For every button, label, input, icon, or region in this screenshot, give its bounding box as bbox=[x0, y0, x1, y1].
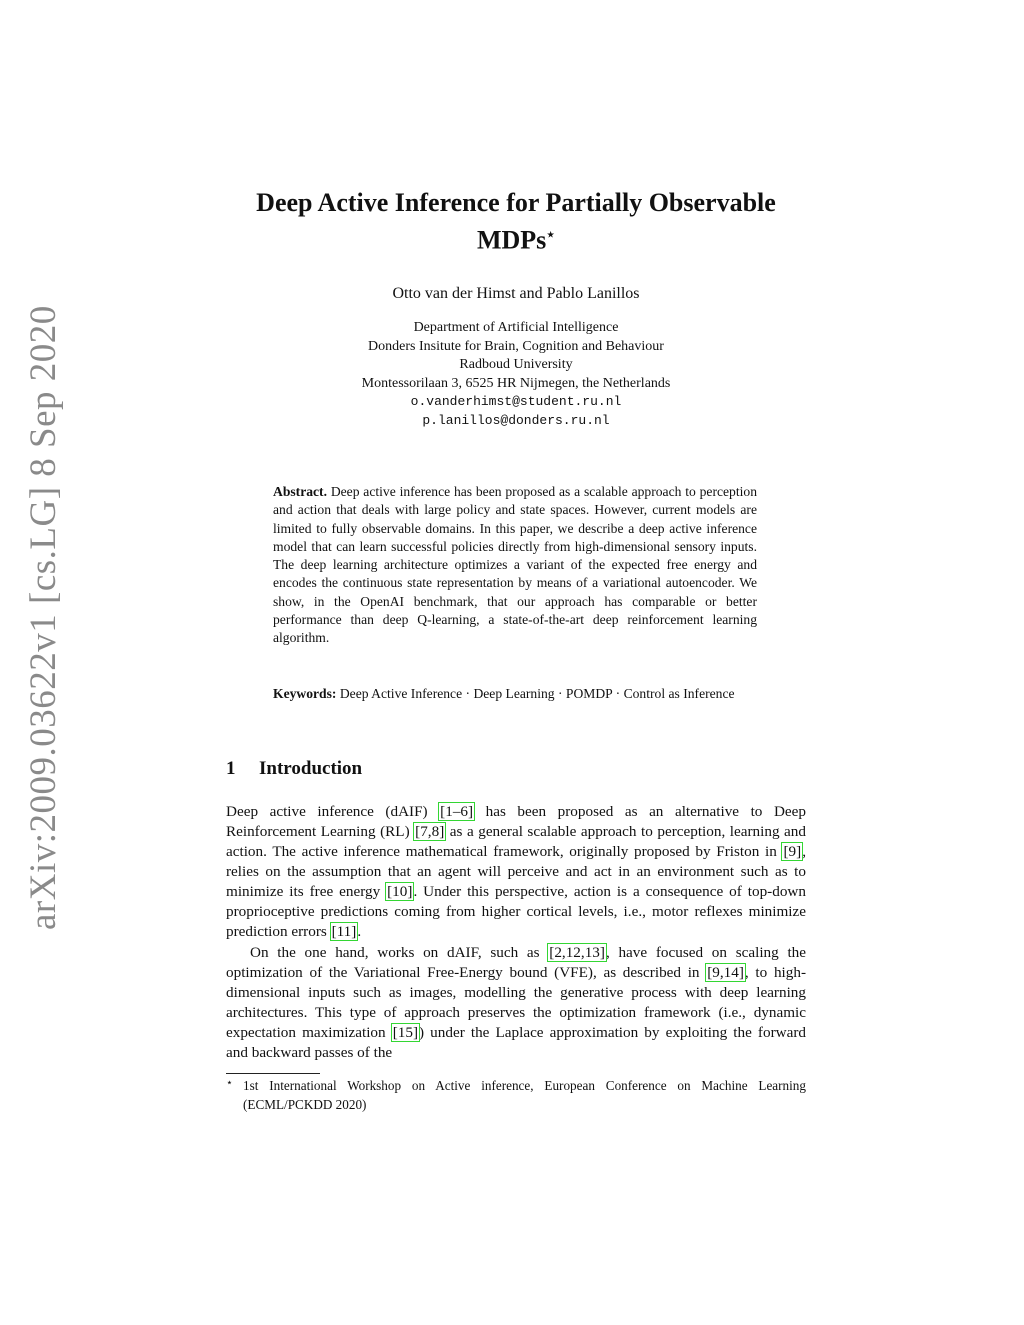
citation-link[interactable]: [11] bbox=[331, 923, 357, 940]
citation-link[interactable]: [9] bbox=[783, 843, 802, 860]
paragraph-text: , have focused on scaling the optimization of the Variational Free-Energy bound (VFE), as described in bbox=[226, 944, 806, 981]
abstract-label: Abstract. bbox=[273, 484, 327, 499]
keywords-text: Deep Active Inference · Deep Learning · POMDP · Control as Inference bbox=[339, 686, 735, 701]
author-list: Otto van der Himst and Pablo Lanillos bbox=[392, 285, 640, 302]
citation-link[interactable]: [2,12,13] bbox=[549, 944, 605, 961]
footnote-text: 1st International Workshop on Active inference, European Conference on Machine Learning (ECML/PCKDD 2020) bbox=[243, 1078, 806, 1112]
intro-paragraph-2 bbox=[226, 943, 806, 1063]
paragraph-text: . Under this perspective, action is a consequence of top-down proprioceptive predictions coming from higher cortical levels, i.e., motor reflexes minimize prediction errors bbox=[226, 883, 806, 940]
paragraph-text: , to high-dimensional inputs such as images, modelling the generative process with deep learning architectures. This type of approach preserves the optimization framework (i.e., dynamic expectation maximization bbox=[226, 964, 806, 1041]
paragraph-text: On the one hand, works on dAIF, such as bbox=[250, 944, 549, 961]
intro-paragraph-1 bbox=[226, 802, 806, 942]
keywords bbox=[273, 685, 757, 703]
affiliation-block bbox=[226, 319, 806, 430]
title-footnote-mark: ⋆ bbox=[546, 228, 556, 243]
title-line-2: MDPs bbox=[476, 225, 547, 255]
arxiv-identifier-stamp: arXiv:2009.03622v1 [cs.LG] 8 Sep 2020 bbox=[23, 305, 64, 930]
citation-link[interactable]: [7,8] bbox=[415, 823, 445, 840]
keywords-label: Keywords: bbox=[273, 686, 337, 701]
abstract-text: Deep active inference has been proposed as a scalable approach to perception and action that deals with large policy and state spaces. However, current models are limited to fully observable domains. In this paper, we describe a deep active inference model that can learn successful policies directly from high-dimensional sensory inputs. The deep learning architecture optimizes a variant of the expected free energy and encodes the continuous state representation by means of a variational autoencoder. We show, in the OpenAI benchmark, that our approach has comparable or better performance than deep Q-learning, a state-of-the-art deep reinforcement learning algorithm. bbox=[273, 484, 757, 646]
author-email-2[interactable]: p.lanillos@donders.ru.nl bbox=[422, 412, 610, 428]
paragraph-text: as a general scalable approach to perception, learning and action. The active inference mathematical framework, originally proposed by Friston in bbox=[226, 823, 806, 860]
paragraph-text: has been proposed as an alternative to Deep Reinforcement Learning (RL) bbox=[226, 803, 806, 840]
title-line-1: Deep Active Inference for Partially Observable bbox=[256, 188, 776, 217]
footnote-mark: ⋆ bbox=[226, 1077, 233, 1089]
citation-link[interactable]: [10] bbox=[387, 883, 413, 900]
paragraph-text: Deep active inference (dAIF) bbox=[226, 803, 440, 820]
paper-title bbox=[226, 186, 806, 257]
section-number: 1 bbox=[226, 758, 236, 779]
affiliation-department: Department of Artificial Intelligence bbox=[413, 320, 619, 335]
paragraph-text: . bbox=[357, 923, 362, 940]
citation-link[interactable]: [9,14] bbox=[707, 964, 744, 981]
abstract bbox=[273, 483, 757, 648]
section-heading-introduction bbox=[226, 757, 806, 781]
citation-link[interactable]: [1–6] bbox=[440, 803, 474, 820]
footnote bbox=[226, 1077, 806, 1114]
affiliation-institute: Donders Insitute for Brain, Cognition and Behaviour bbox=[368, 338, 664, 354]
paragraph-text: , relies on the assumption that an agent will perceive and act in an environment such as to minimize its free energy bbox=[226, 843, 806, 900]
affiliation-address: Montessorilaan 3, 6525 HR Nijmegen, the Netherlands bbox=[361, 375, 671, 391]
paragraph-text: ) under the Laplace approximation by exploiting the forward and backward passes of the bbox=[226, 1024, 806, 1061]
footnote-divider bbox=[226, 1073, 320, 1074]
author-email-1[interactable]: o.vanderhimst@student.ru.nl bbox=[410, 394, 622, 409]
affiliation-university: Radboud University bbox=[459, 357, 573, 372]
citation-link[interactable]: [15] bbox=[392, 1024, 419, 1041]
section-title: Introduction bbox=[259, 758, 363, 779]
